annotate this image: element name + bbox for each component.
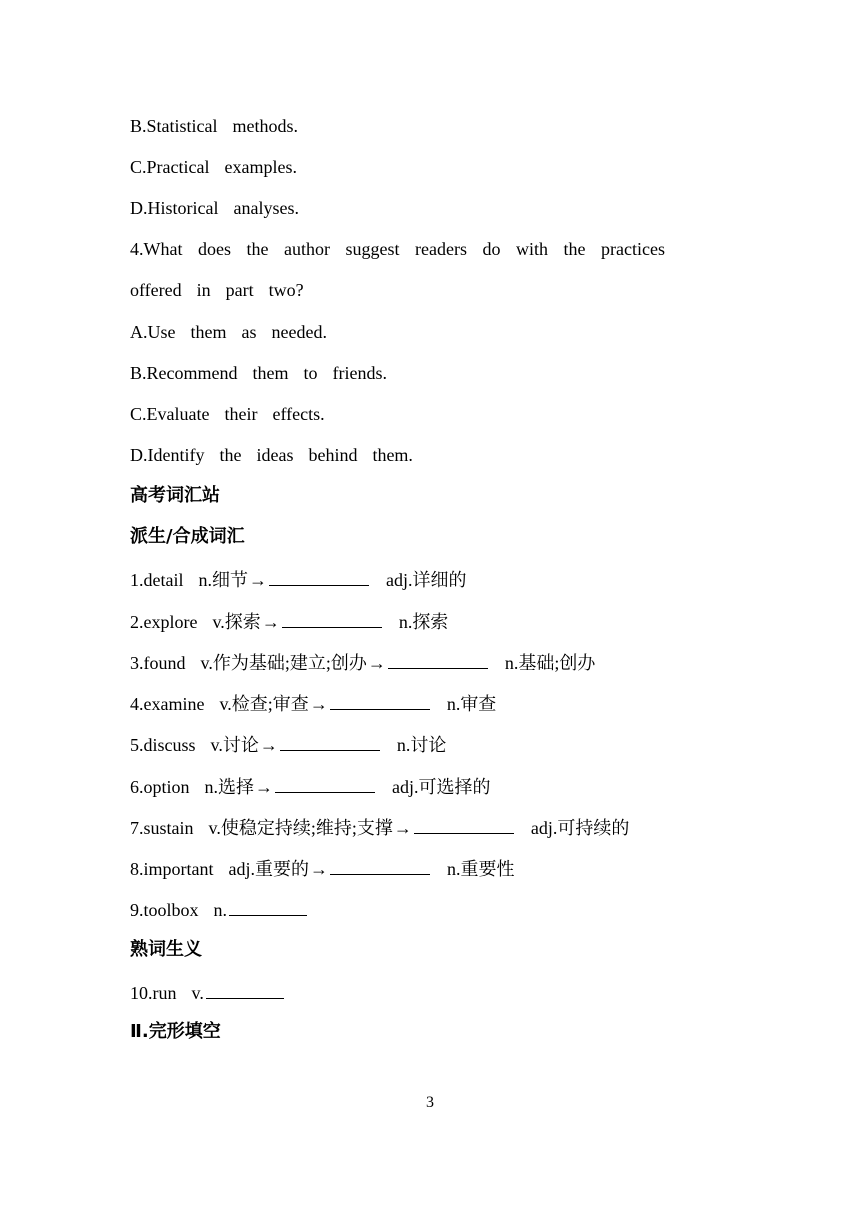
answer-blank[interactable] (269, 566, 369, 586)
vocab-item-head: 8.important adj.重要的 (130, 859, 309, 879)
vocab-item-head: 5.discuss v.讨论 (130, 735, 259, 755)
vocab-item-tail: adj.可持续的 (530, 818, 630, 838)
option-4d: D.Identify the ideas behind them. (130, 445, 413, 465)
vocab-item-head: 6.option n.选择 (130, 777, 255, 797)
vocab-item-tail: n.探索 (398, 612, 449, 632)
vocab-item (130, 731, 446, 757)
answer-blank[interactable] (330, 855, 430, 875)
vocab-item-head: 1.detail n.细节 (130, 570, 248, 590)
vocab-item-tail: n.重要性 (446, 859, 515, 879)
vocab-item-head: 4.examine v.检查;审查 (130, 694, 309, 714)
arrow-icon: → (259, 735, 278, 755)
option-3c: C.Practical examples. (130, 157, 297, 177)
vocab-item-tail: adj.可选择的 (392, 777, 491, 797)
vocab-item-tail: n.审查 (446, 694, 497, 714)
option-4a: A.Use them as needed. (130, 322, 327, 342)
vocab-item-head: 7.sustain v.使稳定持续;维持;支撑 (130, 818, 393, 838)
vocab-item (130, 773, 491, 799)
answer-blank[interactable] (275, 773, 375, 793)
answer-blank[interactable] (414, 814, 514, 834)
option-3d: D.Historical analyses. (130, 198, 299, 218)
arrow-icon: → (309, 859, 328, 879)
page-number: 3 (426, 1094, 434, 1111)
answer-blank[interactable] (206, 979, 284, 999)
answer-blank[interactable] (229, 896, 307, 916)
answer-blank[interactable] (388, 649, 488, 669)
question-4-stem-line1: 4.What does the author suggest readers do with the practices (130, 239, 665, 259)
vocab-item (130, 649, 595, 675)
vocab-item (130, 690, 496, 716)
arrow-icon: → (309, 694, 328, 714)
vocab-item (130, 566, 466, 592)
vocab-item (130, 855, 514, 881)
answer-blank[interactable] (330, 690, 430, 710)
arrow-icon: → (367, 653, 386, 673)
vocab-item-tail: n.基础;创办 (504, 653, 596, 673)
section-title-cloze: Ⅱ.完形填空 (130, 1021, 221, 1042)
answer-blank[interactable] (282, 608, 382, 628)
subsection-derived-words: 派生/合成词汇 (130, 526, 245, 547)
arrow-icon: → (255, 777, 274, 797)
vocab-item-head: 10.run v. (130, 983, 204, 1003)
vocab-item-head: 2.explore v.探索 (130, 612, 261, 632)
option-3b: B.Statistical methods. (130, 116, 298, 136)
arrow-icon: → (393, 818, 412, 838)
vocab-item-tail: adj.详细的 (385, 570, 467, 590)
vocab-item (130, 979, 286, 1005)
section-title-vocab: 高考词汇站 (130, 485, 220, 506)
arrow-icon: → (261, 612, 280, 632)
subsection-familiar-words: 熟词生义 (130, 939, 202, 960)
answer-blank[interactable] (280, 731, 380, 751)
vocab-item-head: 9.toolbox n. (130, 900, 228, 920)
vocab-item (130, 608, 448, 634)
vocab-item-head: 3.found v.作为基础;建立;创办 (130, 653, 367, 673)
option-4c: C.Evaluate their effects. (130, 404, 325, 424)
vocab-item (130, 814, 629, 840)
option-4b: B.Recommend them to friends. (130, 363, 387, 383)
question-4-stem-line2: offered in part two? (130, 280, 304, 300)
arrow-icon: → (248, 570, 267, 590)
vocab-item-tail: n.讨论 (396, 735, 447, 755)
vocab-item (130, 896, 309, 922)
